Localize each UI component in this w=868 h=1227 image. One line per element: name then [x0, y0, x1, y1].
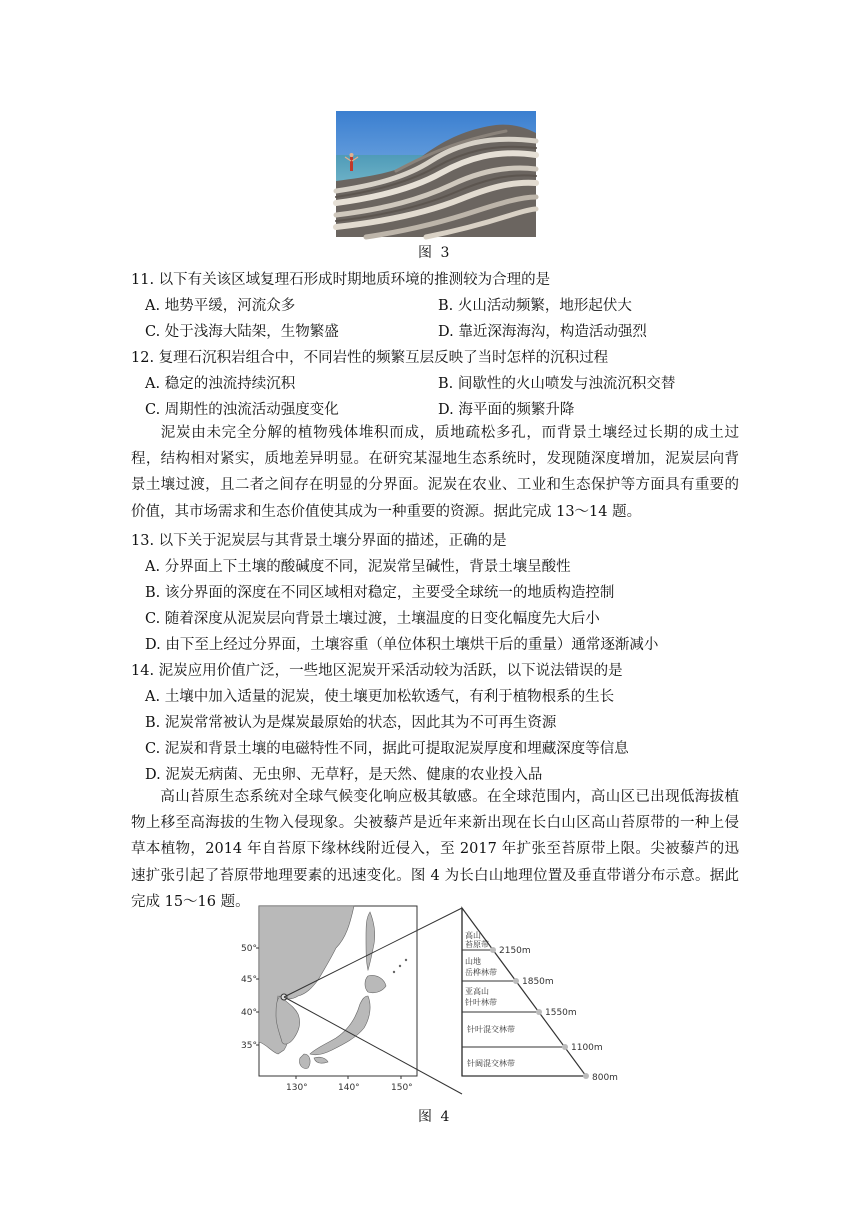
- location-map: [259, 906, 417, 1076]
- zone-1-label-line1: 高山: [465, 931, 481, 940]
- elevation-800: 800m: [592, 1073, 618, 1083]
- q12-option-c: C. 周期性的浊流活动强度变化: [145, 402, 339, 418]
- tundra-passage-text: 高山苔原生态系统对全球气候变化响应极其敏感。在全球范围内，高山区已出现低海拔植物上移至高海拔的生物入侵现象。尖被藜芦是近年来新出现在长白山区高山苔原带的一种上侵草本植物，2014 年自苔原下缘林线附近侵入，至 2017 年扩张至苔原带上限。尖被藜芦的迅速扩张引起了苔原带地理要素的迅速变化。图 4 为长白山地理位置及垂直带谱分布示意。据此完成 15～16 题。: [131, 789, 739, 910]
- zone-5-label: 针阔混交林带: [467, 1059, 515, 1068]
- q13-option-b: B. 该分界面的深度在不同区域相对稳定，主要受全球统一的地质构造控制: [145, 585, 615, 601]
- lat-label-40: 40°: [241, 1008, 257, 1018]
- zone-4-label: 针叶混交林带: [467, 1025, 515, 1034]
- lat-label-35: 35°: [241, 1041, 257, 1051]
- q11-stem: 11. 以下有关该区域复理石形成时期地质环境的推测较为合理的是: [131, 272, 551, 288]
- lon-label-150: 150°: [391, 1083, 413, 1093]
- figure4-caption: 图 4: [418, 1109, 452, 1125]
- peat-passage-text: 泥炭由未完全分解的植物残体堆积而成，质地疏松多孔，而背景土壤经过长期的成土过程，结构相对紧实，质地差异明显。在研究某湿地生态系统时，发现随深度增加，泥炭层向背景土壤过渡，且二者之间存在明显的分界面。泥炭在农业、工业和生态保护等方面具有重要的价值，其市场需求和生态价值使其成为一种重要的资源。据此完成 13～14 题。: [131, 425, 739, 520]
- q14-option-b: B. 泥炭常常被认为是煤炭最原始的状态，因此其为不可再生资源: [145, 715, 557, 731]
- elevation-1550: 1550m: [545, 1008, 577, 1018]
- zone-2-label-line2: 岳桦林带: [465, 968, 497, 977]
- peat-passage: [131, 420, 739, 525]
- changbai-mountain-figure: [241, 904, 622, 1100]
- q13-stem: 13. 以下关于泥炭层与其背景土壤分界面的描述，正确的是: [131, 533, 507, 549]
- q12-option-b: B. 间歇性的火山喷发与浊流沉积交替: [438, 376, 676, 392]
- lat-label-45: 45°: [241, 975, 257, 985]
- lon-label-130: 130°: [286, 1083, 308, 1093]
- q14-option-a: A. 土壤中加入适量的泥炭，使土壤更加松软透气，有利于植物根系的生长: [145, 689, 615, 705]
- lon-label-140: 140°: [338, 1083, 360, 1093]
- q11-option-b: B. 火山活动频繁，地形起伏大: [438, 298, 632, 314]
- q14-option-c: C. 泥炭和背景土壤的电磁特性不同，据此可提取泥炭厚度和埋藏深度等信息: [145, 741, 629, 757]
- elevation-1850: 1850m: [522, 977, 554, 987]
- tundra-passage: [131, 784, 739, 915]
- elevation-1100: 1100m: [571, 1043, 603, 1053]
- q14-stem: 14. 泥炭应用价值广泛，一些地区泥炭开采活动较为活跃，以下说法错误的是: [131, 663, 623, 679]
- q13-option-c: C. 随着深度从泥炭层向背景土壤过渡，土壤温度的日变化幅度先大后小: [145, 611, 600, 627]
- q11-option-c: C. 处于浅海大陆架，生物繁盛: [145, 324, 339, 340]
- q11-option-d: D. 靠近深海海沟，构造活动强烈: [438, 324, 647, 340]
- q12-option-d: D. 海平面的频繁升降: [438, 402, 575, 418]
- figure3-caption: 图 3: [418, 245, 452, 261]
- q12-option-a: A. 稳定的浊流持续沉积: [145, 376, 296, 392]
- lat-label-50: 50°: [241, 944, 257, 954]
- flysch-rock-photo: [336, 111, 536, 237]
- zone-3-label-line1: 亚高山: [465, 987, 489, 996]
- q13-option-a: A. 分界面上下土壤的酸碱度不同，泥炭常呈碱性，背景土壤呈酸性: [145, 559, 571, 575]
- elevation-2150: 2150m: [499, 946, 531, 956]
- q12-stem: 12. 复理石沉积岩组合中，不同岩性的频繁互层反映了当时怎样的沉积过程: [131, 350, 609, 366]
- zone-1-label-line2: 苔原带: [465, 940, 489, 949]
- zone-2-label-line1: 山地: [465, 957, 481, 966]
- q11-option-a: A. 地势平缓，河流众多: [145, 298, 296, 314]
- zone-3-label-line2: 针叶林带: [465, 998, 497, 1007]
- q13-option-d: D. 由下至上经过分界面，土壤容重（单位体积土壤烘干后的重量）通常逐渐减小: [145, 637, 659, 653]
- q14-option-d: D. 泥炭无病菌、无虫卵、无草籽，是天然、健康的农业投入品: [145, 767, 543, 783]
